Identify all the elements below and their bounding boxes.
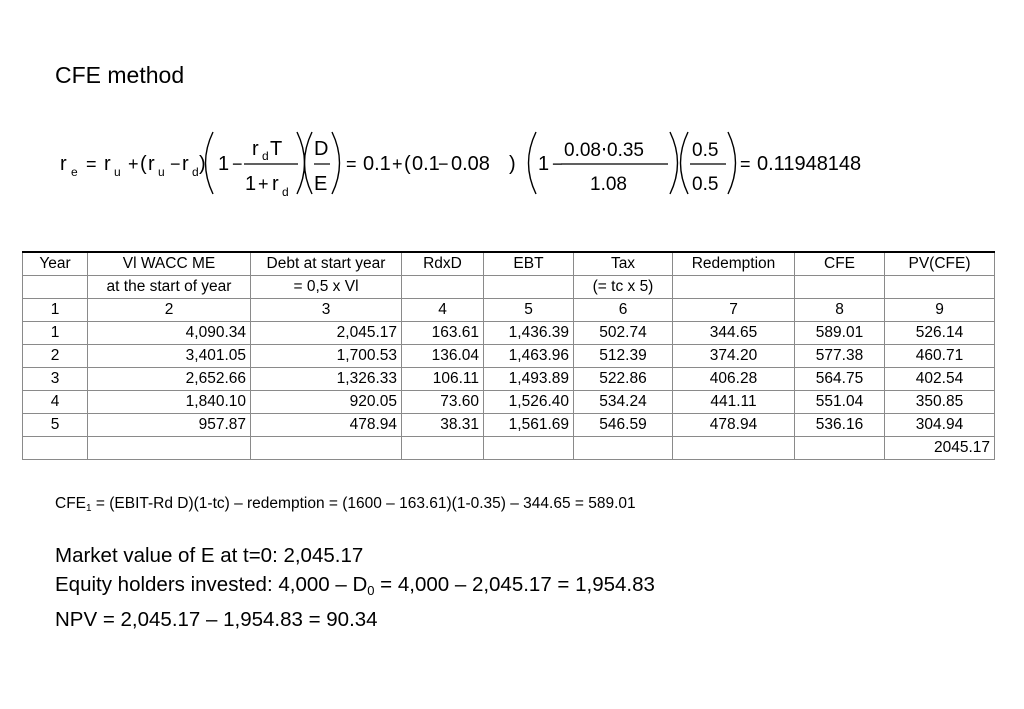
- cfe-table: [22, 251, 995, 460]
- left-paren: (: [404, 153, 411, 175]
- empty-cell: [23, 437, 88, 460]
- subheader-cell: [673, 276, 795, 299]
- table-header-row: [23, 252, 995, 276]
- header-cell: Year: [23, 252, 88, 276]
- value-cell: 546.59: [574, 414, 673, 437]
- value-cell: 441.11: [673, 391, 795, 414]
- equals-sign: =: [346, 154, 357, 174]
- year-cell: 1: [23, 322, 88, 345]
- big-left-paren: [529, 132, 537, 194]
- r-symbol: r: [60, 153, 67, 175]
- value-cell: 406.28: [673, 368, 795, 391]
- value-cell: 73.60: [402, 391, 484, 414]
- header-cell: RdxD: [402, 252, 484, 276]
- big-left-paren: [206, 132, 214, 194]
- header-cell: Redemption: [673, 252, 795, 276]
- value-cell: 350.85: [885, 391, 995, 414]
- value-cell: 522.86: [574, 368, 673, 391]
- value-cell: 106.11: [402, 368, 484, 391]
- column-number-cell: 2: [88, 299, 251, 322]
- year-cell: 4: [23, 391, 88, 414]
- subheader-cell: [23, 276, 88, 299]
- plus-sign: +: [392, 154, 403, 174]
- summary-line-npv: NPV = 2,045.17 – 1,954.83 = 90.34: [55, 608, 378, 631]
- table-row: [23, 368, 995, 391]
- year-cell: 2: [23, 345, 88, 368]
- u-subscript: u: [114, 165, 121, 179]
- value-cell: 1,436.39: [484, 322, 574, 345]
- big-right-paren: [332, 132, 340, 194]
- value-cell: 526.14: [885, 322, 995, 345]
- value-cell: 1,493.89: [484, 368, 574, 391]
- subheader-cell: (= tc x 5): [574, 276, 673, 299]
- value-cell: 920.05: [251, 391, 402, 414]
- rate-value: 0.08: [451, 153, 490, 175]
- total-pv-cell: 2045.17: [885, 437, 995, 460]
- empty-cell: [795, 437, 885, 460]
- column-number-cell: 4: [402, 299, 484, 322]
- year-cell: 3: [23, 368, 88, 391]
- value-cell: 589.01: [795, 322, 885, 345]
- equals-sign: =: [740, 154, 751, 174]
- value-cell: 1,463.96: [484, 345, 574, 368]
- big-left-paren: [305, 132, 313, 194]
- empty-cell: [402, 437, 484, 460]
- table-row: [23, 345, 995, 368]
- empty-cell: [484, 437, 574, 460]
- value-cell: 1,561.69: [484, 414, 574, 437]
- r-symbol: r: [104, 153, 111, 175]
- value-cell: 136.04: [402, 345, 484, 368]
- cost-of-equity-formula: [58, 128, 888, 200]
- e-subscript: e: [71, 165, 78, 179]
- value-cell: 304.94: [885, 414, 995, 437]
- note-text: = (EBIT-Rd D)(1-tc) – redemption = (1600 – 163.61)(1-0.35) – 344.65 = 589.01: [91, 495, 636, 512]
- header-cell: Tax: [574, 252, 673, 276]
- header-cell: Debt at start year: [251, 252, 402, 276]
- column-number-cell: 8: [795, 299, 885, 322]
- value-cell: 344.65: [673, 322, 795, 345]
- value-cell: 536.16: [795, 414, 885, 437]
- r-symbol: r: [252, 138, 259, 160]
- value-cell: 374.20: [673, 345, 795, 368]
- subheader-cell: [484, 276, 574, 299]
- fraction-denominator: 0.5: [692, 174, 719, 195]
- left-paren: (: [140, 153, 147, 175]
- r-symbol: r: [148, 153, 155, 175]
- summary-line-market-value: Market value of E at t=0: 2,045.17: [55, 544, 364, 567]
- one: 1: [245, 173, 257, 195]
- T-symbol: T: [270, 138, 283, 160]
- value-cell: 502.74: [574, 322, 673, 345]
- value-cell: 38.31: [402, 414, 484, 437]
- empty-cell: [574, 437, 673, 460]
- big-left-paren: [681, 132, 689, 194]
- summary-line2-pre: Equity holders invested: 4,000 – D: [55, 573, 368, 596]
- right-paren: ): [509, 153, 516, 175]
- one: 1: [538, 153, 550, 175]
- plus-sign: +: [258, 174, 269, 194]
- big-right-paren: [670, 132, 678, 194]
- table-row: [23, 414, 995, 437]
- value-cell: 577.38: [795, 345, 885, 368]
- value-cell: 402.54: [885, 368, 995, 391]
- minus-sign: −: [438, 154, 449, 174]
- big-right-paren: [297, 132, 305, 194]
- fraction-denominator: 1.08: [590, 174, 627, 195]
- value-cell: 2,652.66: [88, 368, 251, 391]
- header-cell: CFE: [795, 252, 885, 276]
- minus-sign: −: [552, 154, 563, 174]
- minus-sign: −: [232, 154, 243, 174]
- empty-cell: [673, 437, 795, 460]
- value-cell: 534.24: [574, 391, 673, 414]
- table-row: [23, 391, 995, 414]
- year-cell: 5: [23, 414, 88, 437]
- d-subscript: d: [282, 185, 289, 199]
- summary-line2-post: = 4,000 – 2,045.17 = 1,954.83: [374, 573, 655, 596]
- value-cell: 460.71: [885, 345, 995, 368]
- cfe-calculation-note: [55, 495, 636, 514]
- page-title: CFE method: [55, 62, 185, 88]
- summary-line-equity-invested: [55, 570, 655, 605]
- fraction-numerator: 0.08⋅0.35: [564, 140, 644, 161]
- subheader-cell: [795, 276, 885, 299]
- value-cell: 1,840.10: [88, 391, 251, 414]
- value-cell: 564.75: [795, 368, 885, 391]
- u-subscript: u: [158, 165, 165, 179]
- column-number-cell: 7: [673, 299, 795, 322]
- plus-sign: +: [128, 154, 139, 174]
- value-cell: 1,700.53: [251, 345, 402, 368]
- column-number-cell: 6: [574, 299, 673, 322]
- column-number-row: [23, 299, 995, 322]
- header-cell: EBT: [484, 252, 574, 276]
- empty-cell: [251, 437, 402, 460]
- one: 1: [218, 153, 230, 175]
- value-cell: 3,401.05: [88, 345, 251, 368]
- r-symbol: r: [182, 153, 189, 175]
- d-subscript: d: [192, 165, 199, 179]
- value-cell: 1,526.40: [484, 391, 574, 414]
- subheader-cell: [885, 276, 995, 299]
- header-cell: PV(CFE): [885, 252, 995, 276]
- value-cell: 551.04: [795, 391, 885, 414]
- right-paren: ): [199, 153, 206, 175]
- r-symbol: r: [272, 173, 279, 195]
- column-number-cell: 3: [251, 299, 402, 322]
- value-cell: 163.61: [402, 322, 484, 345]
- value-cell: 512.39: [574, 345, 673, 368]
- column-number-cell: 5: [484, 299, 574, 322]
- d-subscript: d: [262, 149, 269, 163]
- column-number-cell: 1: [23, 299, 88, 322]
- value-cell: 2,045.17: [251, 322, 402, 345]
- formula-result: 0.11948148: [757, 153, 862, 175]
- subheader-cell: at the start of year: [88, 276, 251, 299]
- rate-value: 0.1: [363, 153, 391, 175]
- rate-value: 0.1: [412, 153, 440, 175]
- summary-line2-sub: 0: [367, 583, 375, 598]
- note-prefix: CFE: [55, 495, 86, 512]
- value-cell: 478.94: [251, 414, 402, 437]
- minus-sign: −: [170, 154, 181, 174]
- value-cell: 4,090.34: [88, 322, 251, 345]
- subheader-cell: [402, 276, 484, 299]
- table-total-row: [23, 437, 995, 460]
- value-cell: 478.94: [673, 414, 795, 437]
- E-symbol: E: [314, 173, 328, 195]
- big-right-paren: [728, 132, 736, 194]
- header-cell: Vl WACC ME: [88, 252, 251, 276]
- value-cell: 957.87: [88, 414, 251, 437]
- subheader-cell: = 0,5 x Vl: [251, 276, 402, 299]
- table-subheader-row: [23, 276, 995, 299]
- value-cell: 1,326.33: [251, 368, 402, 391]
- fraction-numerator: 0.5: [692, 140, 719, 161]
- column-number-cell: 9: [885, 299, 995, 322]
- table-row: [23, 322, 995, 345]
- equals-sign: =: [86, 154, 97, 174]
- note-subscript: 1: [86, 503, 92, 514]
- empty-cell: [88, 437, 251, 460]
- D-symbol: D: [314, 138, 329, 160]
- valuation-summary: [55, 541, 655, 634]
